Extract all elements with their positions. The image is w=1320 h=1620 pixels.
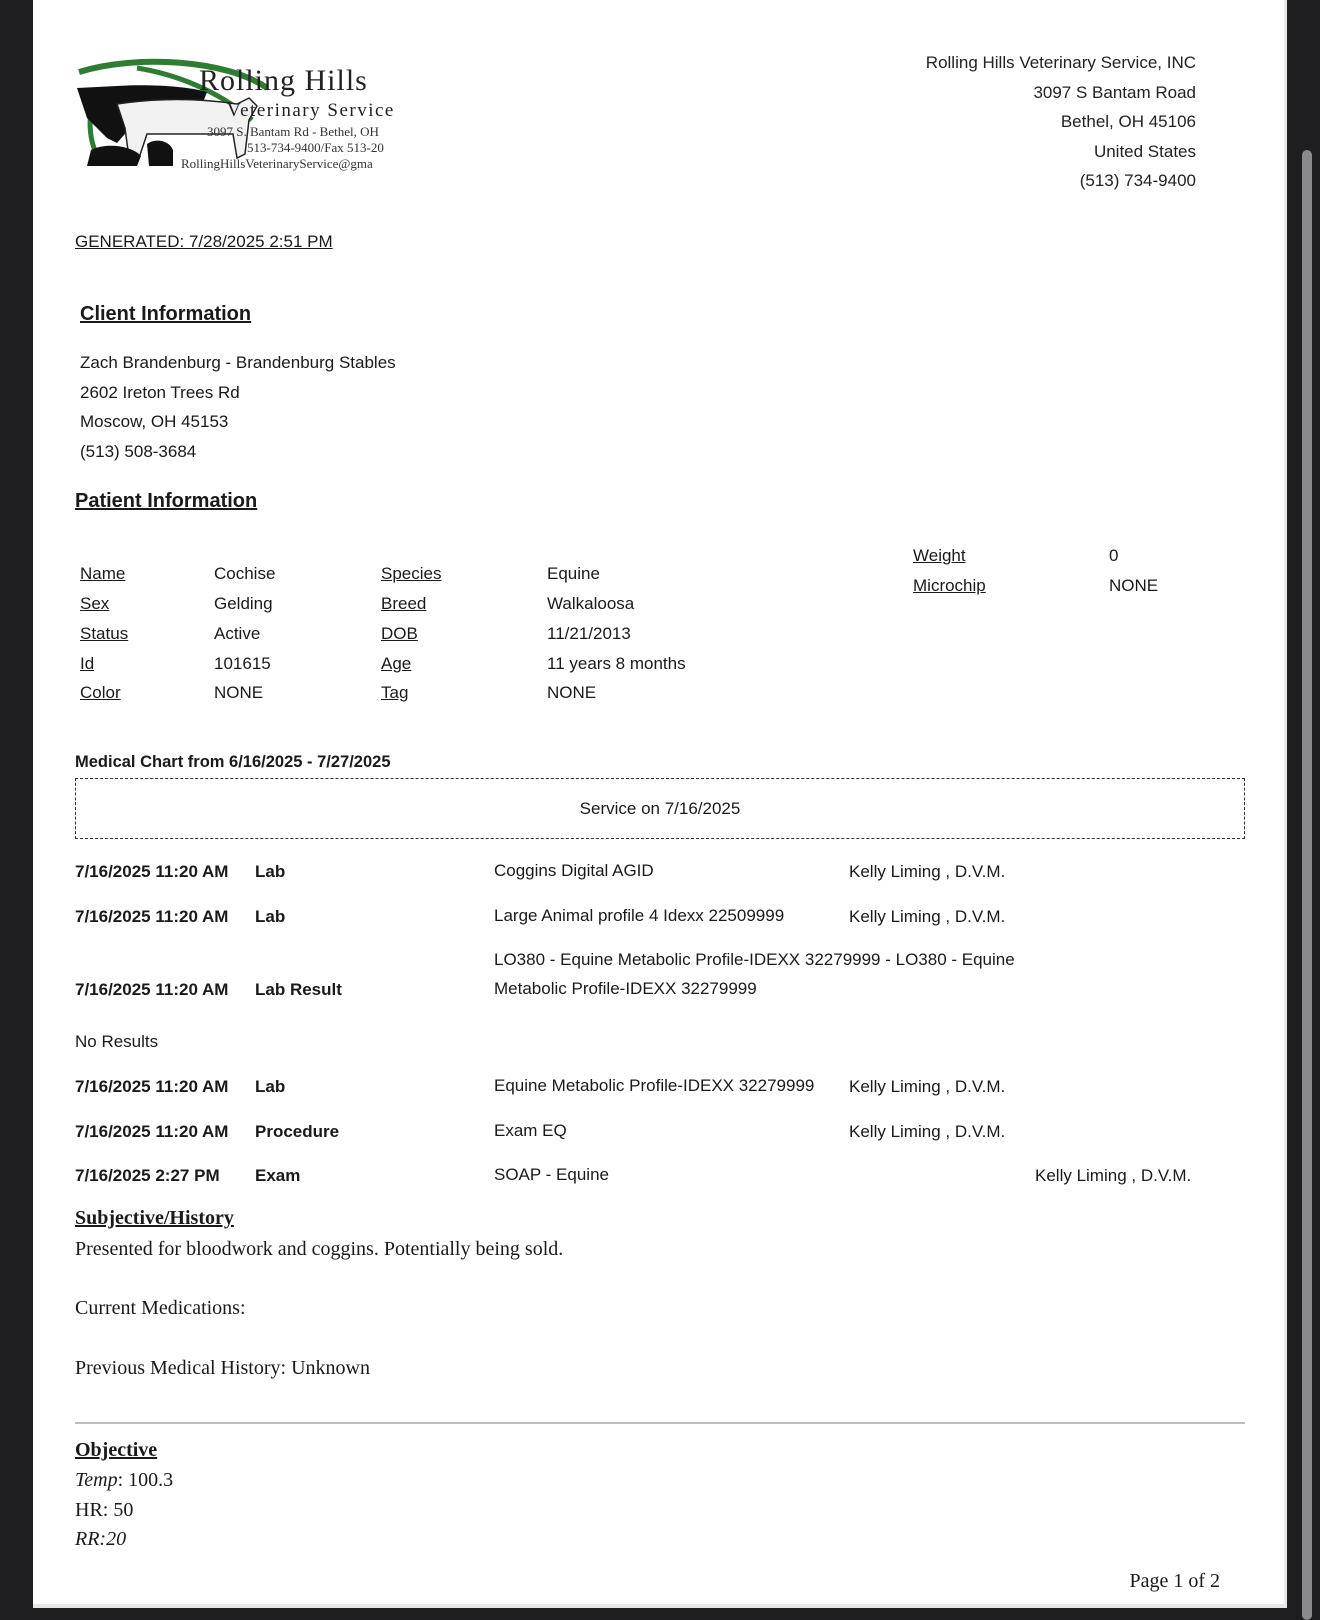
patient-label-color: Color <box>80 683 121 702</box>
client-information-heading: Client Information <box>80 303 252 325</box>
vital-rr: RR:20 <box>75 1528 127 1550</box>
temp-value: : 100.3 <box>117 1469 174 1491</box>
client-name: Zach Brandenburg - Brandenburg Stables <box>80 353 396 372</box>
client-city: Moscow, OH 45153 <box>80 412 229 431</box>
entry-date: 7/16/2025 11:20 AM <box>75 1077 229 1096</box>
previous-medical-history: Previous Medical History: Unknown <box>75 1357 370 1379</box>
logo-name-line2: Veterinary Service <box>227 100 395 121</box>
entry-date: 7/16/2025 11:20 AM <box>75 907 229 926</box>
entry-description: Exam EQ <box>494 1121 567 1140</box>
vital-hr: HR: 50 <box>75 1499 134 1521</box>
entry-doctor: Kelly Liming , D.V.M. <box>849 862 1006 881</box>
client-information <box>80 348 396 466</box>
entry-description: Equine Metabolic Profile-IDEXX 32279999 <box>494 1076 815 1095</box>
patient-value-species: Equine <box>547 564 600 583</box>
entry-type: Exam <box>255 1166 301 1185</box>
clinic-street: 3097 S Bantam Road <box>1033 82 1196 102</box>
vital-temp <box>75 1469 173 1492</box>
logo-email: RollingHillsVeterinaryService@gma <box>181 156 373 171</box>
patient-value-dob: 11/21/2013 <box>547 624 631 643</box>
clinic-phone: (513) 734-9400 <box>1079 171 1196 190</box>
entry-date: 7/16/2025 11:20 AM <box>75 862 229 881</box>
document-page <box>33 0 1287 1608</box>
subjective-text: Presented for bloodwork and coggins. Potentially being sold. <box>75 1238 564 1260</box>
objective-heading: Objective <box>75 1439 158 1461</box>
scrollbar-thumb[interactable] <box>1302 150 1312 1620</box>
client-phone: (513) 508-3684 <box>80 441 197 461</box>
entry-description: Large Animal profile 4 Idexx 22509999 <box>494 906 785 925</box>
entry-description-line1: LO380 - Equine Metabolic Profile-IDEXX 32279999 - LO380 - Equine <box>494 950 1015 969</box>
patient-value-status: Active <box>214 624 261 643</box>
patient-value-tag: NONE <box>547 683 597 702</box>
entry-description: Coggins Digital AGID <box>494 861 654 880</box>
generated-timestamp: GENERATED: 7/28/2025 2:51 PM <box>75 232 333 251</box>
patient-label-sex: Sex <box>80 594 110 613</box>
patient-value-weight: 0 <box>1109 546 1119 565</box>
patient-value-microchip: NONE <box>1109 576 1159 595</box>
entry-date: 7/16/2025 11:20 AM <box>75 1122 229 1141</box>
entry-type: Lab <box>255 862 286 881</box>
entry-type: Lab Result <box>255 980 342 999</box>
patient-value-breed: Walkaloosa <box>547 594 635 613</box>
medical-chart-title: Medical Chart from 6/16/2025 - 7/27/2025 <box>75 753 391 771</box>
client-street: 2602 Ireton Trees Rd <box>80 382 240 402</box>
service-date-label: Service on 7/16/2025 <box>579 798 741 818</box>
service-header <box>75 778 1245 839</box>
patient-label-microchip: Microchip <box>913 576 986 595</box>
patient-label-age: Age <box>381 654 412 673</box>
patient-label-breed: Breed <box>381 594 427 613</box>
entry-type: Procedure <box>255 1122 340 1141</box>
temp-label: Temp <box>75 1469 118 1491</box>
clinic-city: Bethel, OH 45106 <box>1060 112 1196 131</box>
patient-value-name: Cochise <box>214 564 276 583</box>
patient-value-color: NONE <box>214 683 264 702</box>
entry-doctor: Kelly Liming , D.V.M. <box>849 1122 1006 1141</box>
patient-label-status: Status <box>80 624 129 643</box>
logo-phone-fax: 513-734-9400/Fax 513-20 <box>247 140 384 155</box>
no-results-text: No Results <box>75 1032 159 1051</box>
patient-value-sex: Gelding <box>214 594 273 613</box>
logo-name-line1: Rolling Hills <box>199 64 368 97</box>
clinic-logo <box>77 58 449 186</box>
clinic-name: Rolling Hills Veterinary Service, INC <box>925 53 1196 72</box>
patient-value-id: 101615 <box>214 654 271 673</box>
entry-doctor: Kelly Liming , D.V.M. <box>849 907 1006 926</box>
entry-description-line2: Metabolic Profile-IDEXX 32279999 <box>494 979 757 998</box>
logo-address: 3097 S. Bantam Rd - Bethel, OH <box>207 124 379 139</box>
clinic-address-block <box>926 48 1196 196</box>
patient-value-age: 11 years 8 months <box>547 654 686 673</box>
clinic-country: United States <box>1093 141 1196 161</box>
section-divider <box>75 1422 1245 1424</box>
current-medications: Current Medications: <box>75 1297 246 1319</box>
patient-label-id: Id <box>80 654 95 673</box>
patient-label-name: Name <box>80 564 126 583</box>
patient-label-species: Species <box>381 564 442 583</box>
entry-date: 7/16/2025 11:20 AM <box>75 980 229 999</box>
page-number: Page 1 of 2 <box>1129 1570 1220 1592</box>
patient-label-tag: Tag <box>381 683 409 702</box>
patient-label-weight: Weight <box>913 546 966 565</box>
patient-label-dob: DOB <box>381 624 418 643</box>
entry-date: 7/16/2025 2:27 PM <box>75 1166 220 1185</box>
entry-doctor: Kelly Liming , D.V.M. <box>1035 1166 1192 1185</box>
entry-type: Lab <box>255 1077 286 1096</box>
entry-type: Lab <box>255 907 286 926</box>
entry-description: SOAP - Equine <box>494 1165 609 1184</box>
subjective-heading: Subjective/History <box>75 1207 234 1229</box>
patient-information-heading: Patient Information <box>75 490 258 512</box>
entry-doctor: Kelly Liming , D.V.M. <box>849 1077 1006 1096</box>
